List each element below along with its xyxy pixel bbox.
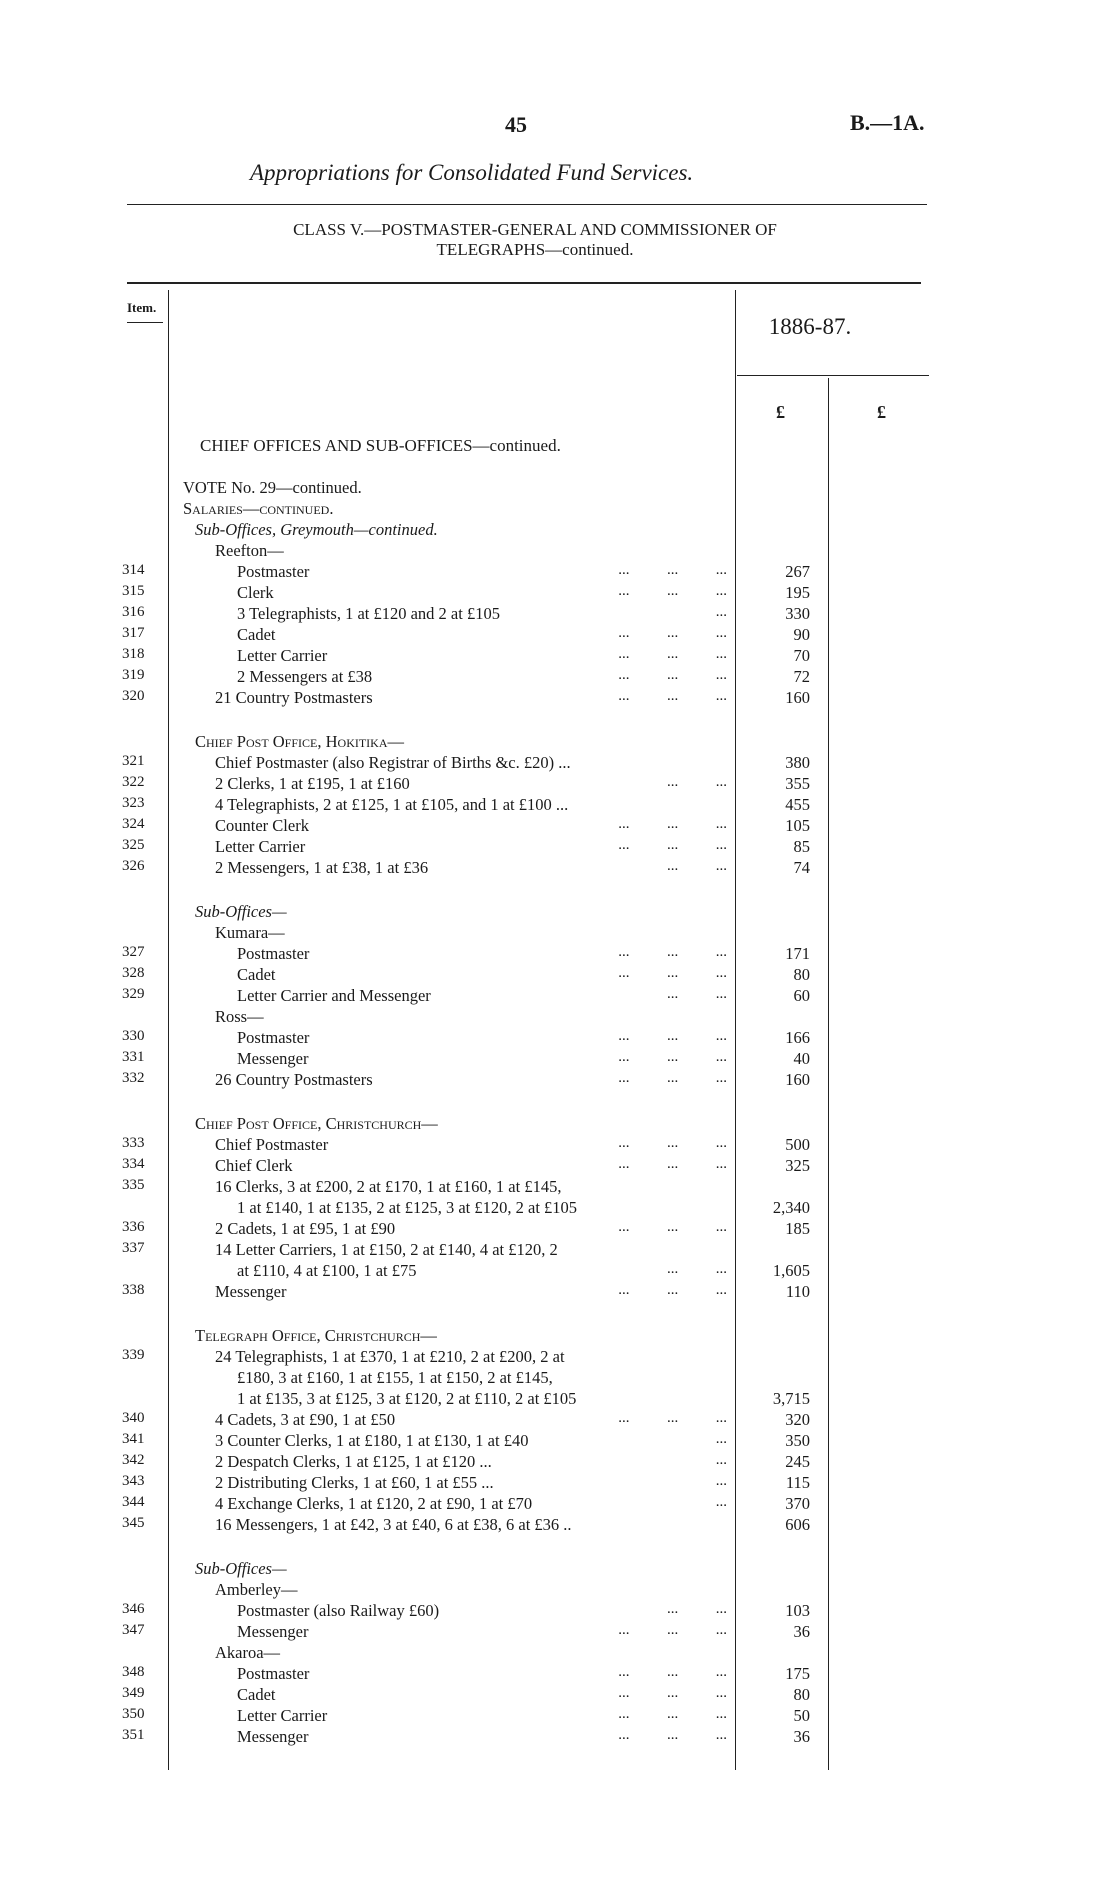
item-number: 327 bbox=[122, 944, 145, 960]
item-description: Chief Clerk bbox=[215, 1156, 293, 1175]
amount: 330 bbox=[785, 604, 810, 623]
amount: 166 bbox=[785, 1028, 810, 1047]
amount: 325 bbox=[785, 1156, 810, 1175]
dot-leader: ... ... bbox=[667, 774, 727, 790]
table-row bbox=[0, 732, 1114, 753]
table-row bbox=[0, 923, 1114, 944]
amount: 500 bbox=[785, 1135, 810, 1154]
item-number: 329 bbox=[122, 986, 145, 1002]
year-column-label: 1886-87. bbox=[768, 314, 852, 339]
amount: 175 bbox=[785, 1664, 810, 1683]
table-row bbox=[0, 1219, 1114, 1240]
item-description: Sub-Offices, Greymouth—continued. bbox=[195, 520, 438, 539]
item-description: 2 Clerks, 1 at £195, 1 at £160 bbox=[215, 774, 410, 793]
item-number: 326 bbox=[122, 858, 145, 874]
table-row bbox=[0, 795, 1114, 816]
item-number: 338 bbox=[122, 1282, 145, 1298]
item-description: 4 Telegraphists, 2 at £125, 1 at £105, and 1 at £100 ... bbox=[215, 795, 569, 814]
table-row bbox=[0, 753, 1114, 774]
amount: 2,340 bbox=[772, 1198, 810, 1217]
item-description: 21 Country Postmasters bbox=[215, 688, 373, 707]
item-description: 1 at £140, 1 at £135, 2 at £125, 3 at £120, 2 at £105 bbox=[237, 1198, 578, 1217]
item-label-underline bbox=[127, 322, 163, 323]
item-description: Clerk bbox=[237, 583, 274, 602]
item-number: 314 bbox=[122, 562, 145, 578]
item-description: Postmaster bbox=[237, 562, 310, 581]
table-row bbox=[0, 944, 1114, 965]
dot-leader: ... bbox=[715, 1473, 727, 1489]
table-row bbox=[0, 1240, 1114, 1261]
dot-leader: ... ... ... bbox=[618, 1622, 727, 1638]
table-row bbox=[0, 1727, 1114, 1748]
table-row bbox=[0, 667, 1114, 688]
table-row bbox=[0, 478, 1114, 499]
table-row bbox=[0, 837, 1114, 858]
dot-leader: ... ... ... bbox=[618, 1070, 727, 1086]
dot-leader: ... bbox=[715, 1452, 727, 1468]
amount: 185 bbox=[785, 1219, 810, 1238]
table-row bbox=[0, 1410, 1114, 1431]
table-row bbox=[0, 1368, 1114, 1389]
item-description: Messenger bbox=[237, 1049, 309, 1068]
item-number: 318 bbox=[122, 646, 145, 662]
item-number: 346 bbox=[122, 1601, 145, 1617]
table-row bbox=[0, 1114, 1114, 1135]
table-row bbox=[0, 1007, 1114, 1028]
item-number: 322 bbox=[122, 774, 145, 790]
item-description: Chief Post Office, Hokitika— bbox=[195, 732, 405, 751]
item-number: 339 bbox=[122, 1347, 145, 1363]
table-row bbox=[0, 1601, 1114, 1622]
item-description: Chief Post Office, Christchurch— bbox=[195, 1114, 438, 1133]
item-column-label: Item. bbox=[127, 300, 157, 315]
item-description: Cadet bbox=[237, 1685, 276, 1704]
item-number: 324 bbox=[122, 816, 145, 832]
item-number: 347 bbox=[122, 1622, 145, 1638]
item-description: Postmaster (also Railway £60) bbox=[237, 1601, 440, 1620]
page-number: 45 bbox=[505, 112, 527, 137]
item-description: at £110, 4 at £100, 1 at £75 bbox=[237, 1261, 417, 1280]
dot-leader: ... ... ... bbox=[618, 1219, 727, 1235]
item-description: 4 Exchange Clerks, 1 at £120, 2 at £90, 1 at £70 bbox=[215, 1494, 533, 1513]
dot-leader: ... bbox=[715, 604, 727, 620]
item-description: Messenger bbox=[237, 1622, 309, 1641]
item-description: 2 Messengers at £38 bbox=[237, 667, 373, 686]
item-number: 328 bbox=[122, 965, 145, 981]
amount: 267 bbox=[785, 562, 810, 581]
table-row bbox=[0, 1452, 1114, 1473]
item-number: 334 bbox=[122, 1156, 145, 1172]
dot-leader: ... ... ... bbox=[618, 646, 727, 662]
item-number: 315 bbox=[122, 583, 145, 599]
table-row bbox=[0, 1559, 1114, 1580]
table-row bbox=[0, 1494, 1114, 1515]
table-row bbox=[0, 858, 1114, 879]
item-description: £180, 3 at £160, 1 at £155, 1 at £150, 2 at £145, bbox=[237, 1368, 553, 1387]
dot-leader: ... ... ... bbox=[618, 667, 727, 683]
table-row bbox=[0, 1261, 1114, 1282]
dot-leader: ... ... ... bbox=[618, 1282, 727, 1298]
dot-leader: ... ... ... bbox=[618, 1049, 727, 1065]
table-row bbox=[0, 1135, 1114, 1156]
item-description: 16 Messengers, 1 at £42, 3 at £40, 6 at £38, 6 at £36 .. bbox=[215, 1515, 572, 1534]
table-row bbox=[0, 1028, 1114, 1049]
item-number: 349 bbox=[122, 1685, 145, 1701]
amount: 80 bbox=[793, 965, 810, 984]
dot-leader: ... ... ... bbox=[618, 1156, 727, 1172]
dot-leader: ... ... ... bbox=[618, 1410, 727, 1426]
table-row bbox=[0, 688, 1114, 709]
amount: 85 bbox=[793, 837, 810, 856]
document-reference: B.—1A. bbox=[850, 110, 925, 135]
item-number: 351 bbox=[122, 1727, 145, 1743]
table-row bbox=[0, 1706, 1114, 1727]
item-number: 331 bbox=[122, 1049, 145, 1065]
dot-leader: ... ... bbox=[667, 1261, 727, 1277]
dot-leader: ... ... ... bbox=[618, 1135, 727, 1151]
table-row bbox=[0, 1580, 1114, 1601]
amount: 103 bbox=[785, 1601, 810, 1620]
currency-label-2: £ bbox=[877, 402, 886, 422]
table-row bbox=[0, 986, 1114, 1007]
year-underline bbox=[737, 375, 929, 376]
amount: 74 bbox=[793, 858, 810, 877]
item-description: 14 Letter Carriers, 1 at £150, 2 at £140, 4 at £120, 2 bbox=[215, 1240, 558, 1259]
page-title: Appropriations for Consolidated Fund Services. bbox=[250, 160, 694, 185]
class-heading-line-1: CLASS V.—POSTMASTER-GENERAL AND COMMISSIONER OF bbox=[293, 220, 777, 239]
table-row bbox=[0, 1431, 1114, 1452]
amount: 1,605 bbox=[772, 1261, 810, 1280]
table-row bbox=[0, 1473, 1114, 1494]
item-description: Sub-Offices— bbox=[195, 902, 287, 921]
item-description: Letter Carrier bbox=[237, 1706, 328, 1725]
amount: 195 bbox=[785, 583, 810, 602]
item-description: Telegraph Office, Christchurch— bbox=[195, 1326, 437, 1345]
amount: 36 bbox=[793, 1727, 810, 1746]
item-number: 340 bbox=[122, 1410, 145, 1426]
amount: 105 bbox=[785, 816, 810, 835]
table-row bbox=[0, 1643, 1114, 1664]
item-description: Messenger bbox=[215, 1282, 287, 1301]
amount: 50 bbox=[793, 1706, 810, 1725]
item-description: 4 Cadets, 3 at £90, 1 at £50 bbox=[215, 1410, 396, 1429]
table-row bbox=[0, 1198, 1114, 1219]
table-row bbox=[0, 1515, 1114, 1536]
dot-leader: ... ... ... bbox=[618, 816, 727, 832]
dot-leader: ... ... ... bbox=[618, 1727, 727, 1743]
table-row bbox=[0, 1070, 1114, 1091]
dot-leader: ... ... ... bbox=[618, 625, 727, 641]
item-number: 337 bbox=[122, 1240, 145, 1256]
dot-leader: ... ... ... bbox=[618, 1706, 727, 1722]
item-number: 325 bbox=[122, 837, 145, 853]
item-description: Postmaster bbox=[237, 1664, 310, 1683]
dot-leader: ... bbox=[715, 1494, 727, 1510]
item-number: 330 bbox=[122, 1028, 145, 1044]
table-row bbox=[0, 625, 1114, 646]
currency-label-1: £ bbox=[776, 402, 785, 422]
table-row bbox=[0, 1622, 1114, 1643]
section-title: CHIEF OFFICES AND SUB-OFFICES—continued. bbox=[200, 436, 561, 455]
amount: 72 bbox=[793, 667, 810, 686]
table-row bbox=[0, 965, 1114, 986]
amount: 455 bbox=[785, 795, 810, 814]
table-row bbox=[0, 816, 1114, 837]
title-rule bbox=[127, 204, 927, 205]
item-number: 345 bbox=[122, 1515, 145, 1531]
table-row bbox=[0, 520, 1114, 541]
amount: 60 bbox=[793, 986, 810, 1005]
amount: 115 bbox=[785, 1473, 810, 1492]
dot-leader: ... ... ... bbox=[618, 965, 727, 981]
item-description: 16 Clerks, 3 at £200, 2 at £170, 1 at £160, 1 at £145, bbox=[215, 1177, 562, 1196]
class-heading bbox=[150, 220, 920, 260]
table-row bbox=[0, 604, 1114, 625]
amount: 606 bbox=[785, 1515, 810, 1534]
item-number: 333 bbox=[122, 1135, 145, 1151]
item-description: Letter Carrier bbox=[215, 837, 306, 856]
item-description: 2 Cadets, 1 at £95, 1 at £90 bbox=[215, 1219, 396, 1238]
amount: 171 bbox=[785, 944, 810, 963]
dot-leader: ... ... ... bbox=[618, 1664, 727, 1680]
dot-leader: ... ... ... bbox=[618, 1028, 727, 1044]
item-number: 350 bbox=[122, 1706, 145, 1722]
item-description: Chief Postmaster bbox=[215, 1135, 329, 1154]
dot-leader: ... ... bbox=[667, 1601, 727, 1617]
table-row bbox=[0, 1664, 1114, 1685]
dot-leader: ... ... ... bbox=[618, 688, 727, 704]
item-description: 3 Counter Clerks, 1 at £180, 1 at £130, 1 at £40 bbox=[215, 1431, 529, 1450]
table-row bbox=[0, 1177, 1114, 1198]
amount: 350 bbox=[785, 1431, 810, 1450]
item-description: Ross— bbox=[215, 1007, 264, 1026]
table-row bbox=[0, 583, 1114, 604]
amount: 36 bbox=[793, 1622, 810, 1641]
item-description: 2 Messengers, 1 at £38, 1 at £36 bbox=[215, 858, 429, 877]
item-description: 26 Country Postmasters bbox=[215, 1070, 373, 1089]
item-number: 342 bbox=[122, 1452, 145, 1468]
amount: 355 bbox=[785, 774, 810, 793]
item-description: Letter Carrier bbox=[237, 646, 328, 665]
table-row bbox=[0, 774, 1114, 795]
class-heading-line-2: TELEGRAPHS—continued. bbox=[436, 240, 634, 259]
dot-leader: ... ... bbox=[667, 858, 727, 874]
table-row bbox=[0, 1326, 1114, 1347]
dot-leader: ... ... ... bbox=[618, 1685, 727, 1701]
table-top-rule bbox=[127, 282, 921, 284]
table-row bbox=[0, 1685, 1114, 1706]
table-row bbox=[0, 646, 1114, 667]
item-description: 3 Telegraphists, 1 at £120 and 2 at £105 bbox=[237, 604, 500, 623]
item-description: Cadet bbox=[237, 965, 276, 984]
amount: 370 bbox=[785, 1494, 810, 1513]
item-description: Reefton— bbox=[215, 541, 284, 560]
table-row bbox=[0, 562, 1114, 583]
amount: 380 bbox=[785, 753, 810, 772]
item-number: 343 bbox=[122, 1473, 145, 1489]
item-number: 332 bbox=[122, 1070, 145, 1086]
item-number: 344 bbox=[122, 1494, 145, 1510]
dot-leader: ... ... ... bbox=[618, 562, 727, 578]
item-description: Akaroa— bbox=[215, 1643, 281, 1662]
item-description: Messenger bbox=[237, 1727, 309, 1746]
table-row bbox=[0, 1347, 1114, 1368]
item-description: Cadet bbox=[237, 625, 276, 644]
amount: 80 bbox=[793, 1685, 810, 1704]
item-description: Letter Carrier and Messenger bbox=[237, 986, 431, 1005]
table-row bbox=[0, 1156, 1114, 1177]
item-number: 341 bbox=[122, 1431, 145, 1447]
item-description: Postmaster bbox=[237, 1028, 310, 1047]
item-description: Kumara— bbox=[215, 923, 285, 942]
item-number: 316 bbox=[122, 604, 145, 620]
item-description: Chief Postmaster (also Registrar of Births &c. £20) ... bbox=[215, 753, 571, 772]
item-description: 2 Despatch Clerks, 1 at £125, 1 at £120 ... bbox=[215, 1452, 492, 1471]
item-description: Amberley— bbox=[215, 1580, 298, 1599]
dot-leader: ... bbox=[715, 1431, 727, 1447]
table-row bbox=[0, 541, 1114, 562]
item-number: 320 bbox=[122, 688, 145, 704]
amount: 245 bbox=[785, 1452, 810, 1471]
table-row bbox=[0, 1389, 1114, 1410]
table-row bbox=[0, 902, 1114, 923]
amount: 3,715 bbox=[772, 1389, 810, 1408]
item-number: 336 bbox=[122, 1219, 145, 1235]
dot-leader: ... ... bbox=[667, 986, 727, 1002]
amount: 320 bbox=[785, 1410, 810, 1429]
item-description: Sub-Offices— bbox=[195, 1559, 287, 1578]
item-description: Salaries—continued. bbox=[183, 499, 334, 518]
item-number: 317 bbox=[122, 625, 145, 641]
table-row bbox=[0, 1282, 1114, 1303]
table-row bbox=[0, 1049, 1114, 1070]
item-description: 2 Distributing Clerks, 1 at £60, 1 at £55 ... bbox=[215, 1473, 494, 1492]
dot-leader: ... ... ... bbox=[618, 837, 727, 853]
item-description: VOTE No. 29—continued. bbox=[183, 478, 362, 497]
item-description: 1 at £135, 3 at £125, 3 at £120, 2 at £110, 2 at £105 bbox=[237, 1389, 577, 1408]
item-number: 348 bbox=[122, 1664, 145, 1680]
dot-leader: ... ... ... bbox=[618, 583, 727, 599]
amount: 160 bbox=[785, 1070, 810, 1089]
item-description: 24 Telegraphists, 1 at £370, 1 at £210, 2 at £200, 2 at bbox=[215, 1347, 565, 1366]
item-number: 335 bbox=[122, 1177, 145, 1193]
amount: 70 bbox=[793, 646, 810, 665]
item-number: 321 bbox=[122, 753, 145, 769]
dot-leader: ... ... ... bbox=[618, 944, 727, 960]
amount: 90 bbox=[793, 625, 810, 644]
item-description: Counter Clerk bbox=[215, 816, 309, 835]
item-number: 323 bbox=[122, 795, 145, 811]
item-description: Postmaster bbox=[237, 944, 310, 963]
amount: 40 bbox=[793, 1049, 810, 1068]
amount: 110 bbox=[785, 1282, 810, 1301]
item-number: 319 bbox=[122, 667, 145, 683]
amount: 160 bbox=[785, 688, 810, 707]
table-row bbox=[0, 499, 1114, 520]
